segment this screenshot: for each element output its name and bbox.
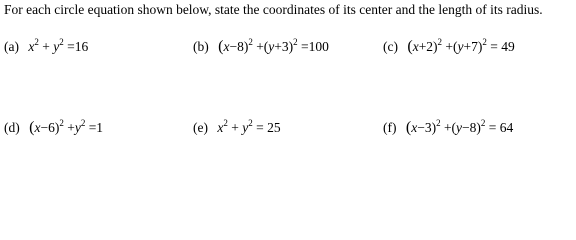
- problem-c: [383, 38, 515, 56]
- problem-label: (e): [193, 120, 208, 135]
- problem-label: (f): [383, 120, 397, 135]
- problem-label: (b): [193, 39, 209, 54]
- problem-label: (d): [4, 120, 20, 135]
- equation: $(x-8)^2 +(y+3)^2 =100$: [218, 37, 329, 55]
- problem-label: (a): [4, 39, 19, 54]
- instructions: For each circle equation shown below, state the coordinates of its center and the length of its radius.: [4, 2, 543, 17]
- problem-f: [383, 119, 513, 137]
- equation: $(x-3)^2 +(y-8)^2 = 64$: [405, 118, 514, 136]
- problem-e: [193, 119, 281, 137]
- problem-d: [4, 119, 103, 137]
- equation: $(x-6)^2 +y^2 =1$: [29, 118, 104, 136]
- problem-label: (c): [383, 39, 398, 54]
- problem-b: [193, 38, 329, 56]
- problem-a: [4, 38, 88, 56]
- equation: $x^2 + y^2 = 25$: [217, 118, 281, 135]
- equation: $(x+2)^2 +(y+7)^2 = 49$: [407, 37, 515, 55]
- equation: $x^2 + y^2 =16$: [28, 37, 89, 54]
